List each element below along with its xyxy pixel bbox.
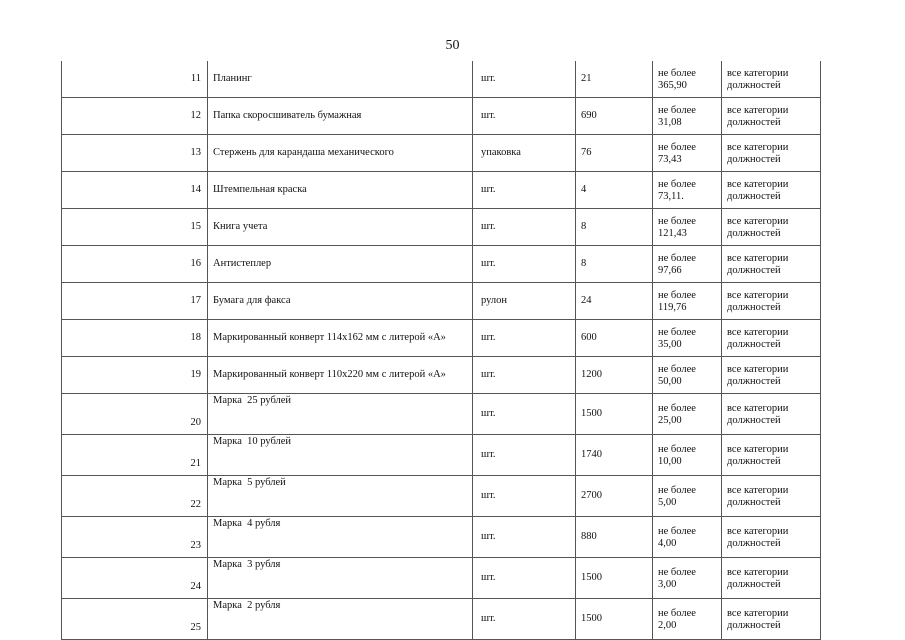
procurement-table [61,61,821,640]
category-cell [722,517,821,558]
table-row [62,61,821,98]
item-name-cell [208,599,473,640]
category-cell [722,476,821,517]
category-line-1: все категории [727,67,789,79]
category-line-2: должностей [727,578,781,590]
item-name: Марка 5 рублей [213,477,286,488]
row-number: 25 [190,622,201,633]
category-cell [722,357,821,394]
price-value: 4,00 [658,537,677,549]
row-number-cell [62,246,208,283]
price-prefix: не более [658,252,696,264]
category-cell [722,246,821,283]
row-number: 20 [190,417,201,428]
quantity-cell [576,517,653,558]
quantity: 1500 [581,572,602,583]
price-prefix: не более [658,363,696,375]
item-name-cell [208,98,473,135]
unit: шт. [481,369,496,380]
category-line-1: все категории [727,443,789,455]
quantity: 8 [581,258,587,269]
category-line-2: должностей [727,619,781,631]
unit: шт. [481,408,496,419]
quantity: 8 [581,221,587,232]
table-body [62,61,821,640]
item-name: Бумага для факса [213,295,291,306]
category-line-1: все категории [727,252,789,264]
category-line-1: все категории [727,289,789,301]
item-name-cell [208,435,473,476]
price-cell [653,283,722,320]
item-name: Антистеплер [213,258,272,269]
price-cell [653,599,722,640]
table-row [62,357,821,394]
quantity-cell [576,246,653,283]
price-prefix: не более [658,484,696,496]
item-name: Марка 10 рублей [213,436,292,447]
table-row [62,172,821,209]
row-number-cell [62,558,208,599]
unit: шт. [481,258,496,269]
row-number-cell [62,394,208,435]
row-number: 15 [190,221,201,232]
category-line-2: должностей [727,455,781,467]
unit-cell [473,357,576,394]
row-number: 13 [190,147,201,158]
table-row [62,599,821,640]
row-number: 19 [190,369,201,380]
quantity: 880 [581,531,597,542]
item-name: Маркированный конверт 110х220 мм с литерой «А» [213,369,446,380]
quantity: 76 [581,147,592,158]
item-name: Папка скоросшиватель бумажная [213,110,362,121]
price-prefix: не более [658,402,696,414]
item-name: Планинг [213,73,252,84]
item-name: Стержень для карандаша механического [213,147,394,158]
price-value: 25,00 [658,414,682,426]
item-name-cell [208,320,473,357]
quantity-cell [576,209,653,246]
row-number: 23 [190,540,201,551]
table-row [62,209,821,246]
table-row [62,435,821,476]
quantity: 600 [581,332,597,343]
quantity: 1200 [581,369,602,380]
category-line-2: должностей [727,190,781,202]
quantity: 690 [581,110,597,121]
category-cell [722,599,821,640]
unit: шт. [481,332,496,343]
category-line-2: должностей [727,414,781,426]
item-name: Маркированный конверт 114х162 мм с литерой «А» [213,332,446,343]
unit: шт. [481,531,496,542]
quantity: 1740 [581,449,602,460]
unit-cell [473,558,576,599]
price-cell [653,209,722,246]
category-line-1: все категории [727,326,789,338]
table-row [62,283,821,320]
row-number-cell [62,476,208,517]
price-prefix: не более [658,525,696,537]
unit-cell [473,435,576,476]
quantity: 2700 [581,490,602,501]
price-cell [653,558,722,599]
item-name: Марка 25 рублей [213,395,292,406]
price-prefix: не более [658,104,696,116]
quantity-cell [576,394,653,435]
category-line-2: должностей [727,537,781,549]
category-line-2: должностей [727,116,781,128]
price-prefix: не более [658,443,696,455]
quantity-cell [576,476,653,517]
unit: шт. [481,184,496,195]
quantity-cell [576,135,653,172]
unit: шт. [481,490,496,501]
category-line-2: должностей [727,264,781,276]
price-value: 3,00 [658,578,677,590]
quantity: 24 [581,295,592,306]
price-value: 365,90 [658,79,687,91]
row-number-cell [62,283,208,320]
category-cell [722,394,821,435]
category-line-1: все категории [727,141,789,153]
unit: шт. [481,73,496,84]
item-name-cell [208,135,473,172]
category-line-2: должностей [727,153,781,165]
price-cell [653,172,722,209]
row-number: 12 [190,110,201,121]
price-value: 73,11. [658,190,684,202]
category-cell [722,320,821,357]
category-line-2: должностей [727,227,781,239]
price-value: 73,43 [658,153,682,165]
price-cell [653,246,722,283]
item-name: Книга учета [213,221,268,232]
row-number-cell [62,135,208,172]
unit-cell [473,246,576,283]
item-name: Марка 2 рубля [213,600,281,611]
unit: шт. [481,572,496,583]
quantity-cell [576,98,653,135]
category-cell [722,135,821,172]
unit: шт. [481,449,496,460]
unit: шт. [481,221,496,232]
row-number: 16 [190,258,201,269]
category-line-1: все категории [727,104,789,116]
price-value: 97,66 [658,264,682,276]
row-number: 21 [190,458,201,469]
page-number: 50 [445,38,460,53]
item-name-cell [208,517,473,558]
category-line-1: все категории [727,178,789,190]
item-name-cell [208,357,473,394]
row-number-cell [62,517,208,558]
item-name-cell [208,558,473,599]
unit-cell [473,172,576,209]
unit-cell [473,599,576,640]
price-prefix: не более [658,178,696,190]
unit-cell [473,61,576,98]
price-value: 10,00 [658,455,682,467]
unit-cell [473,209,576,246]
price-prefix: не более [658,215,696,227]
price-value: 2,00 [658,619,677,631]
quantity-cell [576,599,653,640]
category-line-2: должностей [727,301,781,313]
price-cell [653,135,722,172]
row-number-cell [62,172,208,209]
unit: шт. [481,110,496,121]
quantity: 21 [581,73,592,84]
table-row [62,558,821,599]
quantity: 1500 [581,408,602,419]
unit-cell [473,135,576,172]
price-cell [653,320,722,357]
unit: упаковка [481,147,521,158]
category-cell [722,61,821,98]
price-prefix: не более [658,289,696,301]
row-number: 11 [190,73,201,84]
category-line-2: должностей [727,79,781,91]
category-cell [722,98,821,135]
category-line-1: все категории [727,484,789,496]
quantity-cell [576,435,653,476]
price-value: 50,00 [658,375,682,387]
category-line-1: все категории [727,607,789,619]
category-cell [722,209,821,246]
category-line-2: должностей [727,338,781,350]
unit-cell [473,98,576,135]
price-value: 5,00 [658,496,677,508]
price-cell [653,394,722,435]
price-prefix: не более [658,326,696,338]
item-name-cell [208,283,473,320]
category-line-1: все категории [727,402,789,414]
item-name: Марка 3 рубля [213,559,281,570]
item-name-cell [208,172,473,209]
price-value: 119,76 [658,301,687,313]
unit-cell [473,476,576,517]
item-name-cell [208,246,473,283]
row-number: 18 [190,332,201,343]
table-row [62,517,821,558]
unit-cell [473,320,576,357]
item-name-cell [208,394,473,435]
quantity-cell [576,558,653,599]
quantity-cell [576,283,653,320]
category-line-2: должностей [727,496,781,508]
category-cell [722,435,821,476]
category-cell [722,558,821,599]
price-value: 35,00 [658,338,682,350]
table-row [62,98,821,135]
price-prefix: не более [658,607,696,619]
row-number-cell [62,320,208,357]
unit-cell [473,517,576,558]
row-number: 14 [190,184,201,195]
unit: шт. [481,613,496,624]
unit: рулон [481,295,508,306]
item-name-cell [208,209,473,246]
quantity: 4 [581,184,587,195]
category-cell [722,283,821,320]
item-name-cell [208,476,473,517]
quantity-cell [576,172,653,209]
table-row [62,320,821,357]
price-value: 31,08 [658,116,682,128]
table-row [62,135,821,172]
row-number-cell [62,357,208,394]
row-number-cell [62,61,208,98]
price-value: 121,43 [658,227,687,239]
row-number-cell [62,599,208,640]
price-cell [653,476,722,517]
category-line-1: все категории [727,215,789,227]
price-cell [653,98,722,135]
item-name-cell [208,61,473,98]
table-row [62,246,821,283]
price-cell [653,517,722,558]
row-number-cell [62,435,208,476]
row-number-cell [62,98,208,135]
row-number: 24 [190,581,201,592]
quantity-cell [576,61,653,98]
category-line-2: должностей [727,375,781,387]
unit-cell [473,394,576,435]
price-cell [653,435,722,476]
item-name: Марка 4 рубля [213,518,281,529]
price-cell [653,61,722,98]
price-prefix: не более [658,67,696,79]
price-cell [653,357,722,394]
row-number-cell [62,209,208,246]
category-line-1: все категории [727,525,789,537]
category-cell [722,172,821,209]
price-prefix: не более [658,141,696,153]
price-prefix: не более [658,566,696,578]
row-number: 17 [190,295,201,306]
quantity-cell [576,357,653,394]
quantity: 1500 [581,613,602,624]
table-row [62,476,821,517]
table-row [62,394,821,435]
category-line-1: все категории [727,566,789,578]
quantity-cell [576,320,653,357]
item-name: Штемпельная краска [213,184,307,195]
category-line-1: все категории [727,363,789,375]
row-number: 22 [190,499,201,510]
unit-cell [473,283,576,320]
